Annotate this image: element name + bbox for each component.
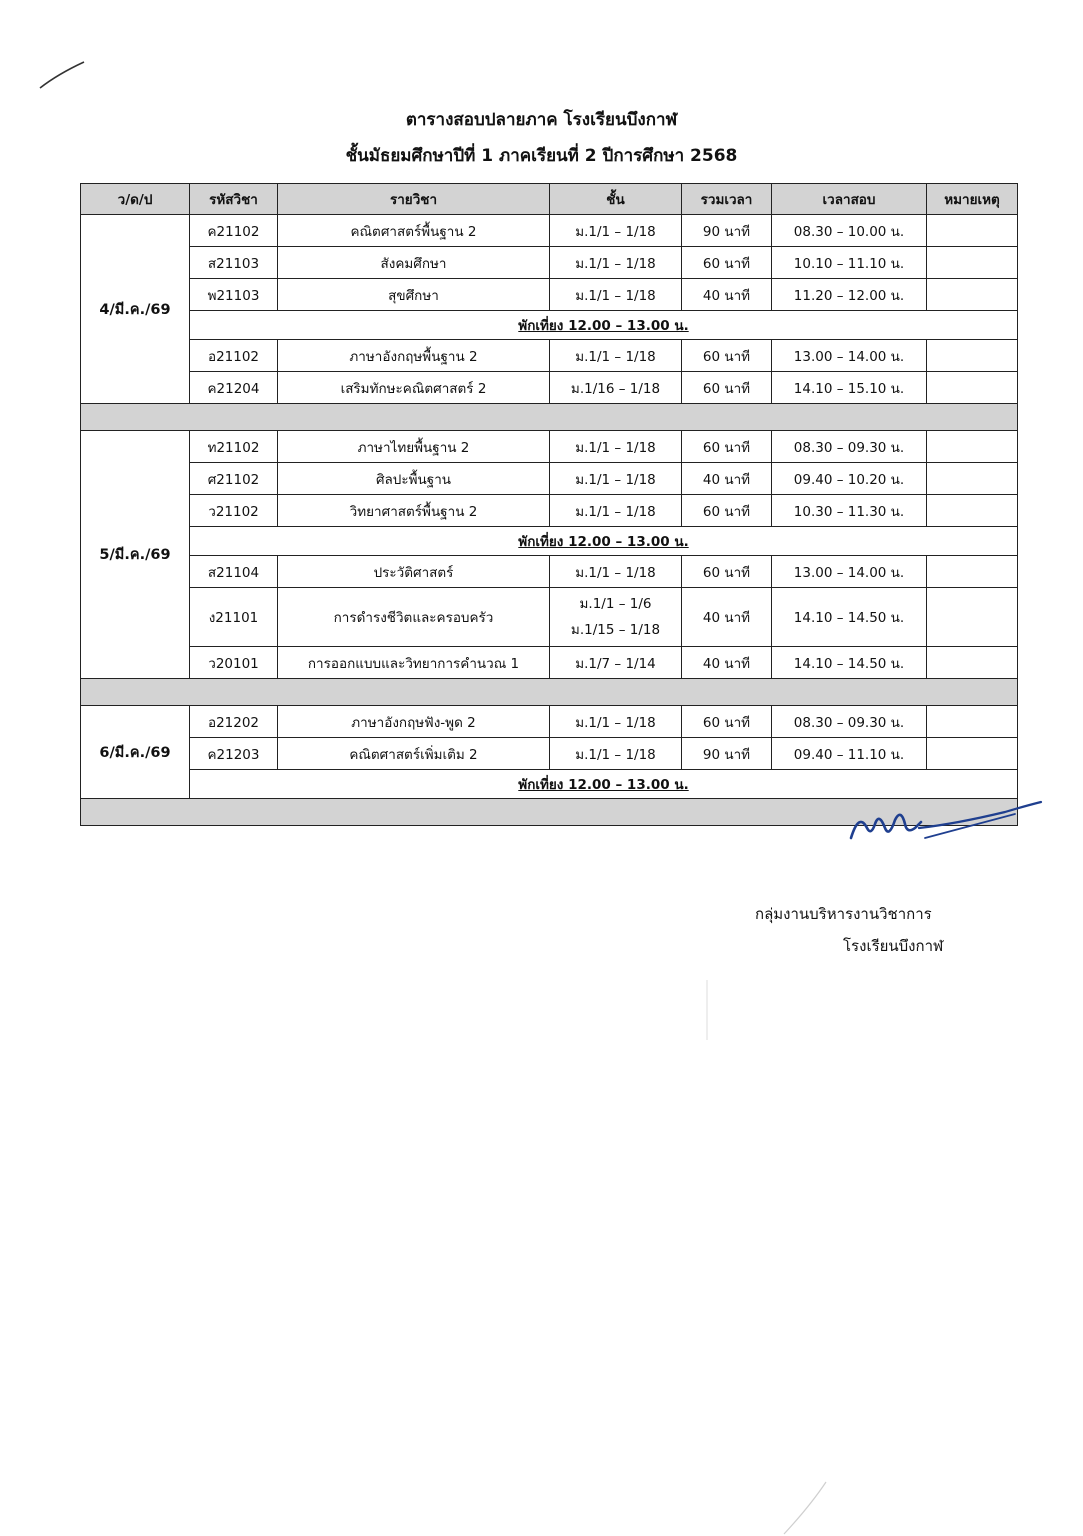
pen-stroke-mark [38,60,86,90]
duration: 60 นาที [682,556,772,588]
day-separator-row [81,679,1018,706]
table-row [81,247,1018,279]
table-row [81,463,1018,495]
note [927,431,1018,463]
class-range: ม.1/7 – 1/14 [550,647,682,679]
exam-date: 4/มี.ค./69 [81,215,190,404]
subject-code: ศ21102 [190,463,278,495]
exam-time: 08.30 – 09.30 น. [772,431,927,463]
duration: 60 นาที [682,247,772,279]
table-row [81,588,1018,647]
exam-time: 09.40 – 10.20 น. [772,463,927,495]
class-range [550,588,682,647]
exam-date: 6/มี.ค./69 [81,706,190,799]
exam-time: 10.10 – 11.10 น. [772,247,927,279]
exam-time: 09.40 – 11.10 น. [772,738,927,770]
exam-time: 10.30 – 11.30 น. [772,495,927,527]
subject-code: อ21102 [190,340,278,372]
note [927,738,1018,770]
note [927,279,1018,311]
duration: 60 นาที [682,495,772,527]
duration: 60 นาที [682,706,772,738]
header-subject: รายวิชา [278,184,550,215]
duration: 90 นาที [682,215,772,247]
class-range-line: ม.1/1 – 1/6 [579,596,652,612]
subject-code: ส21103 [190,247,278,279]
exam-time: 14.10 – 15.10 น. [772,372,927,404]
duration: 40 นาที [682,647,772,679]
exam-time: 13.00 – 14.00 น. [772,556,927,588]
class-range: ม.1/1 – 1/18 [550,706,682,738]
header-class: ชั้น [550,184,682,215]
lunch-break-row [81,311,1018,340]
scan-artifact-curve [780,1480,830,1536]
document-title: ตารางสอบปลายภาค โรงเรียนบึงกาฬ [405,110,678,130]
class-range: ม.1/1 – 1/18 [550,340,682,372]
note [927,706,1018,738]
day-separator-row [81,404,1018,431]
table-row [81,706,1018,738]
lunch-break-label: พักเที่ยง 12.00 – 13.00 น. [190,527,1018,556]
table-row [81,372,1018,404]
lunch-break-row [81,527,1018,556]
subject-name: สังคมศึกษา [278,247,550,279]
subject-name: การออกแบบและวิทยาการคำนวณ 1 [278,647,550,679]
header-duration: รวมเวลา [682,184,772,215]
day-separator [81,404,1018,431]
subject-name: คณิตศาสตร์เพิ่มเติม 2 [278,738,550,770]
table-row [81,279,1018,311]
note [927,647,1018,679]
table-row [81,495,1018,527]
table-row [81,647,1018,679]
class-range: ม.1/1 – 1/18 [550,556,682,588]
duration: 40 นาที [682,588,772,647]
exam-time: 08.30 – 09.30 น. [772,706,927,738]
subject-code: ค21102 [190,215,278,247]
note [927,495,1018,527]
scan-artifact [706,980,708,1040]
subject-name: การดำรงชีวิตและครอบครัว [278,588,550,647]
department-name: กลุ่มงานบริหารงานวิชาการ [755,905,932,923]
class-range: ม.1/1 – 1/18 [550,431,682,463]
note [927,247,1018,279]
subject-code: ว21102 [190,495,278,527]
subject-code: ว20101 [190,647,278,679]
exam-time: 13.00 – 14.00 น. [772,340,927,372]
table-row [81,431,1018,463]
header-note: หมายเหตุ [927,184,1018,215]
duration: 40 นาที [682,463,772,495]
header-time: เวลาสอบ [772,184,927,215]
exam-time: 14.10 – 14.50 น. [772,588,927,647]
subject-code: ค21203 [190,738,278,770]
subject-code: ท21102 [190,431,278,463]
class-range: ม.1/1 – 1/18 [550,247,682,279]
document-subtitle: ชั้นมัธยมศึกษาปีที่ 1 ภาคเรียนที่ 2 ปีการศึกษา 2568 [345,146,738,166]
duration: 40 นาที [682,279,772,311]
table-header-row [81,184,1018,215]
subject-code: ง21101 [190,588,278,647]
subject-name: ประวัติศาสตร์ [278,556,550,588]
table-row [81,340,1018,372]
duration: 60 นาที [682,340,772,372]
subject-code: พ21103 [190,279,278,311]
class-range: ม.1/1 – 1/18 [550,279,682,311]
subject-name: วิทยาศาสตร์พื้นฐาน 2 [278,495,550,527]
note [927,588,1018,647]
handwritten-signature [845,798,1045,852]
subject-code: ค21204 [190,372,278,404]
class-range: ม.1/1 – 1/18 [550,215,682,247]
subject-name: คณิตศาสตร์พื้นฐาน 2 [278,215,550,247]
note [927,463,1018,495]
subject-name: ศิลปะพื้นฐาน [278,463,550,495]
lunch-break-row [81,770,1018,799]
subject-name: ภาษาอังกฤษพื้นฐาน 2 [278,340,550,372]
note [927,372,1018,404]
header-code: รหัสวิชา [190,184,278,215]
subject-name: ภาษาไทยพื้นฐาน 2 [278,431,550,463]
table-row [81,738,1018,770]
class-range: ม.1/1 – 1/18 [550,495,682,527]
class-range: ม.1/1 – 1/18 [550,738,682,770]
note [927,340,1018,372]
lunch-break-label: พักเที่ยง 12.00 – 13.00 น. [190,311,1018,340]
exam-date: 5/มี.ค./69 [81,431,190,679]
class-range-line: ม.1/15 – 1/18 [570,622,661,638]
subject-code: ส21104 [190,556,278,588]
subject-name: เสริมทักษะคณิตศาสตร์ 2 [278,372,550,404]
lunch-break-label: พักเที่ยง 12.00 – 13.00 น. [190,770,1018,799]
duration: 90 นาที [682,738,772,770]
subject-name: สุขศึกษา [278,279,550,311]
duration: 60 นาที [682,431,772,463]
class-range: ม.1/16 – 1/18 [550,372,682,404]
subject-code: อ21202 [190,706,278,738]
day-separator [81,679,1018,706]
exam-time: 14.10 – 14.50 น. [772,647,927,679]
note [927,556,1018,588]
note [927,215,1018,247]
exam-time: 11.20 – 12.00 น. [772,279,927,311]
exam-time: 08.30 – 10.00 น. [772,215,927,247]
class-range: ม.1/1 – 1/18 [550,463,682,495]
subject-name: ภาษาอังกฤษฟัง-พูด 2 [278,706,550,738]
table-row [81,215,1018,247]
school-name: โรงเรียนบึงกาฬ [843,937,944,955]
header-date: ว/ด/ป [81,184,190,215]
table-row [81,556,1018,588]
exam-schedule-table [80,183,1018,826]
duration: 60 นาที [682,372,772,404]
